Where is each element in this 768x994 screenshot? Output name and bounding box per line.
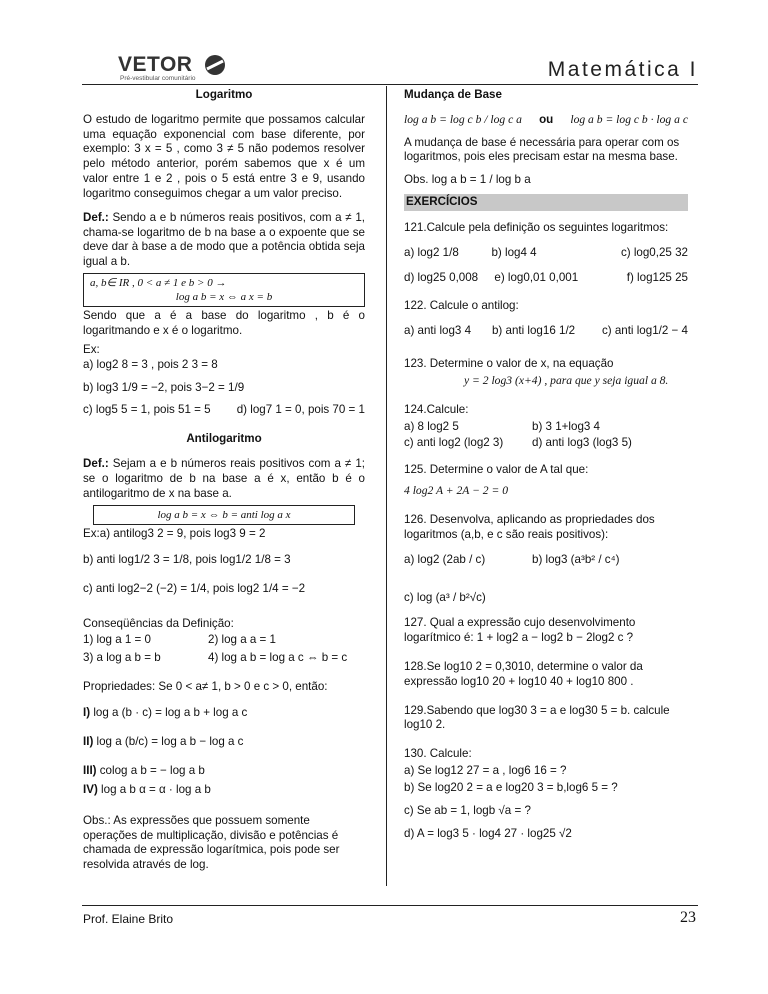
q122-text: 122. Calcule o antilog:: [404, 299, 519, 313]
example-a: a) log2 8 = 3 , pois 2 3 = 8: [83, 357, 218, 371]
q125-text: 125. Determine o valor de A tal que:: [404, 463, 589, 477]
change-of-base-obs: Obs. log a b = 1 / log b a: [404, 173, 531, 187]
change-of-base-formula-2: log a b = log c b · log a c: [570, 112, 688, 126]
q122-row: [404, 324, 688, 339]
section-title-antilogaritmo: Antilogaritmo: [186, 432, 262, 446]
consequence-3: 3) a log a b = b: [83, 650, 161, 664]
q121-d: d) log25 0,008: [404, 270, 479, 284]
q126-a: a) log2 (2ab / c): [404, 552, 486, 566]
anti-def-label: Def.:: [83, 457, 109, 471]
def-text: Sendo a e b números reais positivos, com a ≠ 1, chama-se logaritmo de b na base a o expoente que se deve dar à base a de modo que a potência obtida seja igual a b.: [83, 210, 365, 269]
property-II-label: II): [83, 735, 94, 749]
q121-f: f) log125 25: [626, 270, 688, 284]
example-c: c) log5 5 = 1, pois 51 = 5: [83, 403, 211, 417]
consequence-1: 1) log a 1 = 0: [83, 632, 152, 646]
properties-title: Propriedades: Se 0 < a≠ 1, b > 0 e c > 0, então:: [83, 679, 328, 693]
q124-row-1: [404, 420, 688, 435]
q126-b: b) log3 (a³b² / c⁴): [532, 552, 620, 566]
observation-paragraph: Obs.: As expressões que possuem somente operações de multiplicação, divisão e potências é chamada de expressão logarítmica, pois pode ser resolvida através de log.: [83, 813, 340, 872]
q122-a: a) anti log3 4: [404, 324, 472, 338]
property-I: [83, 706, 365, 721]
definition-box: [83, 273, 365, 307]
change-of-base-text: A mudança de base é necessária para operar com os logaritmos, pois eles precisam estar na mesma base.: [404, 135, 680, 164]
example-label: Ex:: [83, 342, 100, 356]
q123-equation: y = 2 log3 (x+4) , para que y seja igual a 8.: [464, 373, 669, 387]
intro-paragraph: O estudo de logaritmo permite que possamos calcular uma equação exponencial com base diferente, por exemplo: 3 x = 5 , como 3 ≠ 5 não podemos resolver pelo método anterior, porém sabemos que x é um valor entre 1 e 2 , pois o 5 está entre 3 e 9, usando logaritmo conseguimos chegar a um valor preciso.: [83, 112, 365, 200]
q124-b: b) 3 1+log3 4: [532, 419, 601, 433]
right-column: [404, 88, 688, 845]
q124-a: a) 8 log2 5: [404, 419, 459, 433]
property-I-label: I): [83, 706, 91, 720]
q121-text: 121.Calcule pela definição os seguintes logaritmos:: [404, 220, 669, 234]
anti-def-text: Sejam a e b números reais positivos com a ≠ 1; se o logaritmo de b na base a é x, então b é o antilogaritmo de x na base a.: [83, 457, 365, 500]
column-divider: [386, 86, 387, 886]
q121-a: a) log2 1/8: [404, 245, 459, 259]
formula-or: ou: [539, 112, 554, 126]
anti-example-c: c) anti log2−2 (−2) = 1/4, pois log2 1/4 = −2: [83, 582, 306, 596]
q126-row: [404, 553, 688, 568]
def-label: Def.:: [83, 210, 109, 224]
q121-row-2: [404, 271, 688, 286]
q121-e: e) log0,01 0,001: [494, 270, 579, 284]
change-of-base-formulas: [404, 113, 688, 128]
q125-equation: 4 log2 A + 2A − 2 = 0: [404, 484, 508, 498]
header-rule: [82, 84, 698, 85]
q130-c: c) Se ab = 1, logb √a = ?: [404, 803, 531, 817]
q121-b: b) log4 4: [491, 245, 537, 259]
q122-b: b) anti log16 1/2: [491, 324, 576, 338]
consequences-title: Conseqüências da Definição:: [83, 617, 234, 631]
q130-d: d) A = log3 5 · log4 27 · log25 √2: [404, 826, 572, 840]
brand-mark-icon: [202, 54, 228, 76]
footer-author: Prof. Elaine Brito: [83, 912, 174, 926]
brand-tagline: Pré-vestibular comunitário: [120, 75, 196, 82]
brand-logo: [118, 52, 196, 82]
property-III-text: colog a b = − log a b: [96, 764, 205, 778]
definition-box-line-1: a, b∈ IR , 0 < a ≠ 1 e b > 0 →: [90, 277, 227, 290]
property-IV-label: IV): [83, 782, 98, 796]
q124-text: 124.Calcule:: [404, 402, 469, 416]
q130-text: 130. Calcule:: [404, 747, 472, 761]
definition-paragraph: [83, 211, 365, 270]
q126-text: 126. Desenvolva, aplicando as propriedades dos logaritmos (a,b, e c são reais positivos):: [404, 512, 655, 541]
page-number: 23: [680, 909, 696, 926]
antilog-box: log a b = x ⇔ b = anti log a x: [93, 505, 355, 525]
anti-definition-paragraph: [83, 457, 365, 501]
consequences-row-1: [83, 633, 365, 648]
property-III: [83, 764, 365, 779]
consequence-2: 2) log a a = 1: [208, 632, 277, 646]
anti-example-a: Ex:a) antilog3 2 = 9, pois log3 9 = 2: [83, 526, 266, 540]
section-title-mudanca-base: Mudança de Base: [404, 88, 502, 101]
q121-row-1: [404, 246, 688, 261]
left-column: [83, 88, 365, 877]
q130-b: b) Se log20 2 = a e log20 3 = b,log6 5 = ?: [404, 780, 618, 794]
section-title-logaritmo: Logaritmo: [195, 88, 253, 101]
q124-d: d) anti log3 (log3 5): [532, 436, 632, 450]
property-I-text: log a (b · c) = log a b + log a c: [90, 706, 248, 720]
subject-title: Matemática I: [547, 58, 698, 81]
property-IV-text: log a b α = α · log a b: [97, 782, 211, 796]
change-of-base-formula-1: log a b = log c b / log c a: [404, 112, 522, 126]
q128-text: 128.Se log10 2 = 0,3010, determine o valor da expressão log10 20 + log10 40 + log10 800 .: [404, 659, 643, 688]
q124-row-2: [404, 436, 688, 451]
property-III-label: III): [83, 764, 97, 778]
footer-rule: [82, 905, 698, 906]
example-cd-row: [83, 403, 365, 418]
definition-box-line-2: log a b = x ⇔ a x = b: [175, 291, 273, 304]
after-box-text: Sendo que a é a base do logaritmo , b é o logaritmando e x é o logaritmo.: [83, 309, 365, 338]
property-IV: [83, 783, 365, 798]
page-header: [0, 0, 768, 90]
q129-text: 129.Sabendo que log30 3 = a e log30 5 = b. calcule log10 2.: [404, 703, 670, 732]
q130-a: a) Se log12 27 = a , log6 16 = ?: [404, 764, 567, 778]
example-d: d) log7 1 = 0, pois 70 = 1: [236, 403, 365, 417]
q121-c: c) log0,25 32: [620, 245, 688, 259]
consequence-4: 4) log a b = log a c ⇔ b = c: [208, 650, 348, 664]
anti-example-b: b) anti log1/2 3 = 1/8, pois log1/2 1/8 = 3: [83, 553, 291, 567]
brand-name: VETOR: [118, 53, 193, 76]
q126-c: c) log (a³ / b²√c): [404, 591, 486, 605]
q123-text: 123. Determine o valor de x, na equação: [404, 357, 614, 371]
consequences-row-2: [83, 651, 365, 666]
property-II: [83, 735, 365, 750]
example-b: b) log3 1/9 = −2, pois 3−2 = 1/9: [83, 380, 245, 394]
exercises-header: EXERCÍCIOS: [404, 194, 688, 211]
q124-c: c) anti log2 (log2 3): [404, 436, 504, 450]
property-II-text: log a (b/c) = log a b − log a c: [93, 735, 244, 749]
q122-c: c) anti log1/2 − 4: [601, 324, 688, 338]
q127-text: 127. Qual a expressão cujo desenvolvimento logarítmico é: 1 + log2 a − log2 b − 2log2 c ?: [404, 616, 636, 645]
